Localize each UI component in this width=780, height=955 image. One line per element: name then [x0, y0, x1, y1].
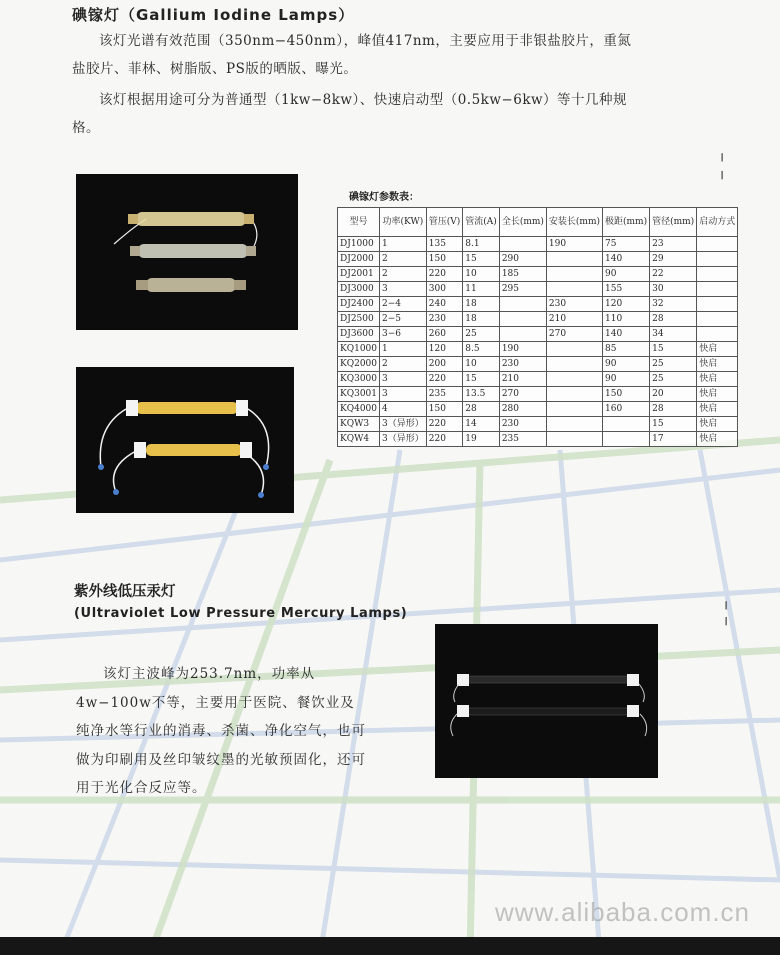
margin-mark: ╷ [722, 594, 731, 610]
table-cell: 2−5 [380, 312, 427, 327]
table-header-cell: 功率(KW) [380, 208, 427, 237]
uv-lamp-english-title: (Ultraviolet Low Pressure Mercury Lamps) [74, 606, 408, 621]
table-cell: 140 [603, 252, 650, 267]
table-cell: 快启 [697, 417, 738, 432]
table-cell: 260 [426, 327, 463, 342]
table-row [338, 357, 738, 372]
table-cell: 18 [463, 297, 500, 312]
gallium-lamp-parameter-table [337, 207, 738, 447]
table-cell: 200 [426, 357, 463, 372]
gallium-lamp-photo-2 [76, 367, 294, 513]
table-cell: 75 [603, 237, 650, 252]
table-cell: KQ4000 [338, 402, 380, 417]
table-row [338, 297, 738, 312]
table-cell: 235 [426, 387, 463, 402]
table-cell: 155 [603, 282, 650, 297]
table-header-cell: 管径(mm) [650, 208, 697, 237]
table-cell: 190 [499, 342, 546, 357]
table-cell: 150 [426, 402, 463, 417]
table-cell [546, 282, 602, 297]
uv-lamp-title: 紫外线低压汞灯 [74, 584, 176, 600]
table-cell: 160 [603, 402, 650, 417]
table-cell: 34 [650, 327, 697, 342]
table-cell [499, 312, 546, 327]
table-cell: 3−6 [380, 327, 427, 342]
table-cell: 23 [650, 237, 697, 252]
table-cell: 150 [426, 252, 463, 267]
table-cell: 230 [546, 297, 602, 312]
margin-mark: ╷ [718, 146, 727, 162]
table-cell [499, 237, 546, 252]
table-cell: 3 [380, 372, 427, 387]
table-cell: KQW4 [338, 432, 380, 447]
table-cell: 2 [380, 252, 427, 267]
table-cell [546, 342, 602, 357]
table-cell: 20 [650, 387, 697, 402]
table-cell: 30 [650, 282, 697, 297]
table-cell: 220 [426, 417, 463, 432]
margin-mark: ╵ [722, 618, 731, 634]
bottom-bar [0, 937, 780, 955]
table-row [338, 237, 738, 252]
table-cell: 3（异形） [380, 417, 427, 432]
table-cell [546, 402, 602, 417]
table-row [338, 327, 738, 342]
table-cell: 25 [650, 357, 697, 372]
table-cell: 10 [463, 357, 500, 372]
table-cell: 28 [650, 312, 697, 327]
table-cell: 快启 [697, 342, 738, 357]
table-cell: 32 [650, 297, 697, 312]
table-cell: 8.1 [463, 237, 500, 252]
table-row [338, 372, 738, 387]
table-cell: KQ3001 [338, 387, 380, 402]
table-cell: 270 [499, 387, 546, 402]
table-row [338, 312, 738, 327]
table-row [338, 342, 738, 357]
table-cell [546, 417, 602, 432]
table-cell: 230 [499, 417, 546, 432]
table-row [338, 282, 738, 297]
table-cell: 295 [499, 282, 546, 297]
table-cell: 1 [380, 237, 427, 252]
table-cell [546, 357, 602, 372]
table-cell: KQ1000 [338, 342, 380, 357]
gallium-lamp-description: 该灯光谱有效范围（350nm−450nm），峰值417nm，主要应用于非银盐胶片，重氮盐胶片、菲林、树脂版、PS版的晒版、曝光。 [72, 33, 632, 77]
watermark: www.alibaba.com.cn [495, 897, 750, 927]
table-cell: 290 [499, 252, 546, 267]
table-cell: 220 [426, 432, 463, 447]
table-cell: DJ1000 [338, 237, 380, 252]
table-cell: 235 [499, 432, 546, 447]
table-row [338, 417, 738, 432]
table-cell [697, 267, 738, 282]
table-cell: 快启 [697, 357, 738, 372]
table-cell: KQ2000 [338, 357, 380, 372]
table-header-cell: 安装长(mm) [546, 208, 602, 237]
table-cell: 210 [546, 312, 602, 327]
table-row [338, 387, 738, 402]
table-cell [546, 372, 602, 387]
table-cell: DJ2400 [338, 297, 380, 312]
table-cell: DJ3000 [338, 282, 380, 297]
table-cell [546, 432, 602, 447]
table-cell: 快启 [697, 387, 738, 402]
table-cell: 25 [463, 327, 500, 342]
table-header-cell: 型号 [338, 208, 380, 237]
table-cell: 3 [380, 387, 427, 402]
table-cell: 22 [650, 267, 697, 282]
table-cell: 2 [380, 357, 427, 372]
table-cell [546, 387, 602, 402]
table-cell: 快启 [697, 432, 738, 447]
table-cell [697, 282, 738, 297]
table-header-row [338, 208, 738, 237]
table-cell: 快启 [697, 372, 738, 387]
table-cell: 85 [603, 342, 650, 357]
table-cell: 120 [603, 297, 650, 312]
table-cell [697, 237, 738, 252]
table-cell: 300 [426, 282, 463, 297]
table-row [338, 402, 738, 417]
table-cell: 210 [499, 372, 546, 387]
gallium-lamp-title: 碘镓灯（Gallium Iodine Lamps） [72, 6, 355, 24]
table-cell [546, 267, 602, 282]
table-cell [697, 252, 738, 267]
table-cell: 90 [603, 267, 650, 282]
table-row [338, 267, 738, 282]
table-cell: DJ2000 [338, 252, 380, 267]
table-cell: DJ2001 [338, 267, 380, 282]
gallium-lamp-photo-1 [76, 174, 298, 330]
table-header-cell: 全长(mm) [499, 208, 546, 237]
table-cell [697, 312, 738, 327]
table-cell: 11 [463, 282, 500, 297]
table-cell: 150 [603, 387, 650, 402]
table-header-cell: 启动方式 [697, 208, 738, 237]
table-cell: 28 [463, 402, 500, 417]
table-cell: 10 [463, 267, 500, 282]
table-cell: 3（异形） [380, 432, 427, 447]
table-cell: 2−4 [380, 297, 427, 312]
table-cell [546, 252, 602, 267]
table-cell: 230 [499, 357, 546, 372]
table-cell: 220 [426, 267, 463, 282]
table-cell: DJ2500 [338, 312, 380, 327]
table-cell [499, 327, 546, 342]
table-cell [697, 327, 738, 342]
table-cell: 8.5 [463, 342, 500, 357]
uv-lamp-description: 该灯主波峰为253.7nm，功率从4w−100w不等，主要用于医院、餐饮业及纯净水等行业的消毒、杀菌、净化空气，也可做为印刷用及丝印皱纹墨的光敏预固化，还可用于光化合反应等。 [76, 666, 366, 796]
table-cell: 4 [380, 402, 427, 417]
table-cell: 110 [603, 312, 650, 327]
table-row [338, 432, 738, 447]
table-cell: 1 [380, 342, 427, 357]
table-cell: 25 [650, 372, 697, 387]
table-cell: 270 [546, 327, 602, 342]
table-cell [697, 297, 738, 312]
table-cell: 18 [463, 312, 500, 327]
table-cell: 3 [380, 282, 427, 297]
table-cell: 29 [650, 252, 697, 267]
table-header-cell: 极距(mm) [603, 208, 650, 237]
table-cell: 190 [546, 237, 602, 252]
table-cell: 280 [499, 402, 546, 417]
table-cell: 19 [463, 432, 500, 447]
table-cell: 2 [380, 267, 427, 282]
table-cell: 15 [650, 417, 697, 432]
table-cell: 17 [650, 432, 697, 447]
table-cell: 220 [426, 372, 463, 387]
table-cell: 140 [603, 327, 650, 342]
table-cell: 快启 [697, 402, 738, 417]
table-cell: 185 [499, 267, 546, 282]
table-cell: 15 [650, 342, 697, 357]
table-cell [603, 432, 650, 447]
table-row [338, 252, 738, 267]
table-cell: 15 [463, 372, 500, 387]
table-cell: KQ3000 [338, 372, 380, 387]
table-cell: DJ3600 [338, 327, 380, 342]
table-cell: KQW3 [338, 417, 380, 432]
table-cell: 90 [603, 372, 650, 387]
table-cell [499, 297, 546, 312]
margin-mark: ╵ [718, 172, 727, 188]
table-cell: 230 [426, 312, 463, 327]
parameter-table-title: 碘镓灯参数表： [349, 192, 419, 203]
gallium-lamp-types: 该灯根据用途可分为普通型（1kw−8kw）、快速启动型（0.5kw−6kw）等十几种规格。 [72, 92, 628, 136]
table-cell: 28 [650, 402, 697, 417]
table-header-cell: 管流(A) [463, 208, 500, 237]
table-cell: 120 [426, 342, 463, 357]
table-cell [603, 417, 650, 432]
uv-lamp-photo [435, 624, 658, 778]
table-cell: 14 [463, 417, 500, 432]
table-cell: 13.5 [463, 387, 500, 402]
table-cell: 135 [426, 237, 463, 252]
table-cell: 15 [463, 252, 500, 267]
table-header-cell: 管压(V) [426, 208, 463, 237]
table-cell: 90 [603, 357, 650, 372]
table-cell: 240 [426, 297, 463, 312]
